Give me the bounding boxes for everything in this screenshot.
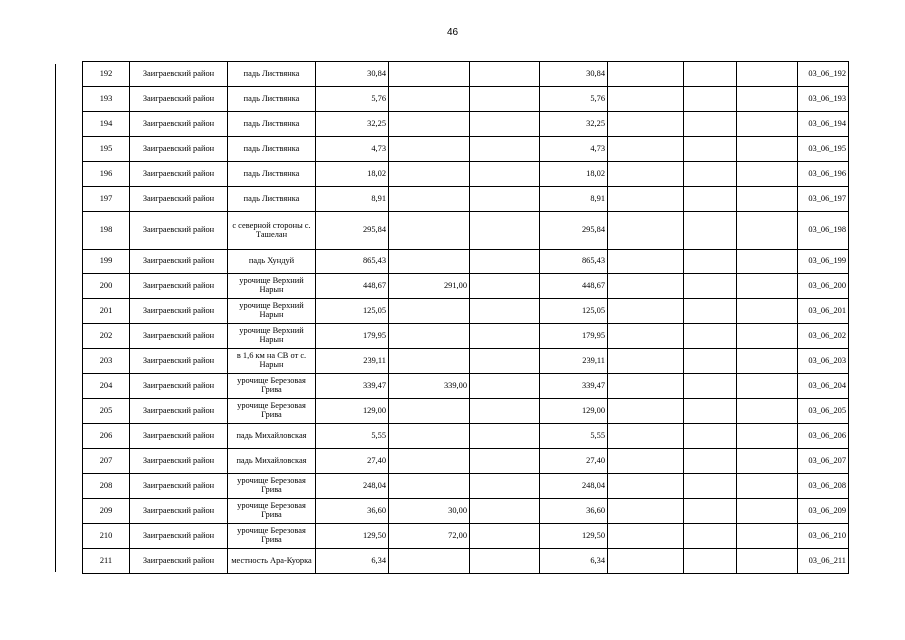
cell-col7: 36,60: [540, 499, 608, 524]
cell-number: 193: [83, 87, 130, 112]
margin-line: [55, 64, 56, 572]
cell-col7: 339,47: [540, 374, 608, 399]
cell-code: 03_06_211: [798, 549, 849, 574]
cell-code: 03_06_193: [798, 87, 849, 112]
cell-col8: [608, 324, 684, 349]
cell-district: Заиграевский район: [130, 250, 228, 274]
cell-col10: [737, 449, 798, 474]
table-row: [83, 137, 849, 162]
cell-col8: [608, 399, 684, 424]
cell-col9: [684, 374, 737, 399]
cell-col7: 295,84: [540, 212, 608, 250]
cell-code: 03_06_201: [798, 299, 849, 324]
cell-district: Заиграевский район: [130, 87, 228, 112]
cell-col10: [737, 549, 798, 574]
cell-location: урочище Березовая Грива: [228, 399, 316, 424]
cell-number: 200: [83, 274, 130, 299]
cell-location: урочище Верхний Нарын: [228, 324, 316, 349]
cell-location: урочище Березовая Грива: [228, 474, 316, 499]
cell-area: 339,47: [316, 374, 389, 399]
cell-col10: [737, 112, 798, 137]
cell-district: Заиграевский район: [130, 274, 228, 299]
cell-col10: [737, 374, 798, 399]
cell-col5: 339,00: [389, 374, 470, 399]
cell-col9: [684, 524, 737, 549]
cell-col8: [608, 549, 684, 574]
cell-number: 207: [83, 449, 130, 474]
cell-location: падь Хундуй: [228, 250, 316, 274]
cell-col9: [684, 349, 737, 374]
cell-code: 03_06_207: [798, 449, 849, 474]
table-row: [83, 524, 849, 549]
cell-col10: [737, 299, 798, 324]
cell-col5: [389, 474, 470, 499]
cell-location: падь Листвянка: [228, 62, 316, 87]
cell-col6: [470, 349, 540, 374]
cell-col7: 32,25: [540, 112, 608, 137]
cell-col9: [684, 162, 737, 187]
cell-col10: [737, 474, 798, 499]
cell-district: Заиграевский район: [130, 162, 228, 187]
cell-number: 206: [83, 424, 130, 449]
cell-col8: [608, 524, 684, 549]
cell-col8: [608, 499, 684, 524]
cell-col5: [389, 162, 470, 187]
cell-col7: 18,02: [540, 162, 608, 187]
table-body: [83, 62, 849, 574]
cell-col5: 72,00: [389, 524, 470, 549]
cell-code: 03_06_210: [798, 524, 849, 549]
cell-col10: [737, 424, 798, 449]
cell-area: 129,50: [316, 524, 389, 549]
cell-col6: [470, 524, 540, 549]
cell-col9: [684, 137, 737, 162]
cell-area: 27,40: [316, 449, 389, 474]
cell-location: с северной стороны с. Ташелан: [228, 212, 316, 250]
cell-col8: [608, 87, 684, 112]
cell-number: 210: [83, 524, 130, 549]
cell-district: Заиграевский район: [130, 374, 228, 399]
cell-col6: [470, 212, 540, 250]
cell-col7: 865,43: [540, 250, 608, 274]
cell-location: в 1,6 км на СВ от с. Нарын: [228, 349, 316, 374]
cell-col10: [737, 62, 798, 87]
cell-col6: [470, 187, 540, 212]
cell-col8: [608, 374, 684, 399]
cell-col8: [608, 250, 684, 274]
cell-district: Заиграевский район: [130, 137, 228, 162]
cell-area: 30,84: [316, 62, 389, 87]
cell-col8: [608, 137, 684, 162]
cell-col9: [684, 274, 737, 299]
cell-col8: [608, 474, 684, 499]
cell-col10: [737, 87, 798, 112]
cell-location: падь Листвянка: [228, 137, 316, 162]
cell-col7: 5,76: [540, 87, 608, 112]
table-row: [83, 474, 849, 499]
table-row: [83, 112, 849, 137]
cell-col8: [608, 187, 684, 212]
cell-col10: [737, 324, 798, 349]
cell-location: местность Ара-Куорка: [228, 549, 316, 574]
cell-number: 201: [83, 299, 130, 324]
cell-col6: [470, 424, 540, 449]
cell-col8: [608, 112, 684, 137]
cell-number: 199: [83, 250, 130, 274]
cell-col9: [684, 250, 737, 274]
cell-col6: [470, 137, 540, 162]
cell-col5: [389, 449, 470, 474]
cell-number: 208: [83, 474, 130, 499]
table-row: [83, 324, 849, 349]
cell-code: 03_06_202: [798, 324, 849, 349]
cell-col8: [608, 349, 684, 374]
cell-col6: [470, 449, 540, 474]
cell-code: 03_06_199: [798, 250, 849, 274]
cell-location: падь Листвянка: [228, 187, 316, 212]
cell-area: 129,00: [316, 399, 389, 424]
cell-number: 197: [83, 187, 130, 212]
cell-code: 03_06_195: [798, 137, 849, 162]
cell-col6: [470, 250, 540, 274]
cell-col7: 179,95: [540, 324, 608, 349]
cell-area: 5,55: [316, 424, 389, 449]
cell-col9: [684, 474, 737, 499]
cell-col6: [470, 499, 540, 524]
cell-col6: [470, 549, 540, 574]
cell-col9: [684, 212, 737, 250]
cell-number: 198: [83, 212, 130, 250]
cell-col8: [608, 449, 684, 474]
cell-location: урочище Березовая Грива: [228, 499, 316, 524]
cell-district: Заиграевский район: [130, 299, 228, 324]
cell-district: Заиграевский район: [130, 499, 228, 524]
cell-code: 03_06_209: [798, 499, 849, 524]
table-row: [83, 274, 849, 299]
cell-area: 4,73: [316, 137, 389, 162]
cell-col6: [470, 324, 540, 349]
cell-number: 211: [83, 549, 130, 574]
cell-col8: [608, 212, 684, 250]
cell-col9: [684, 187, 737, 212]
cell-col7: 4,73: [540, 137, 608, 162]
table-row: [83, 187, 849, 212]
cell-col10: [737, 250, 798, 274]
table-row: [83, 499, 849, 524]
cell-code: 03_06_192: [798, 62, 849, 87]
cell-col10: [737, 274, 798, 299]
cell-col5: [389, 299, 470, 324]
cell-code: 03_06_203: [798, 349, 849, 374]
cell-col10: [737, 499, 798, 524]
cell-location: урочище Верхний Нарын: [228, 299, 316, 324]
cell-number: 209: [83, 499, 130, 524]
cell-col5: [389, 324, 470, 349]
cell-col7: 248,04: [540, 474, 608, 499]
cell-col6: [470, 474, 540, 499]
cell-code: 03_06_200: [798, 274, 849, 299]
cell-col6: [470, 112, 540, 137]
table-row: [83, 424, 849, 449]
cell-code: 03_06_204: [798, 374, 849, 399]
cell-col10: [737, 399, 798, 424]
table-row: [83, 62, 849, 87]
cell-col5: [389, 349, 470, 374]
cell-area: 448,67: [316, 274, 389, 299]
cell-district: Заиграевский район: [130, 399, 228, 424]
cell-col8: [608, 162, 684, 187]
cell-district: Заиграевский район: [130, 424, 228, 449]
cell-number: 194: [83, 112, 130, 137]
cell-area: 248,04: [316, 474, 389, 499]
table-row: [83, 549, 849, 574]
table-row: [83, 299, 849, 324]
cell-col10: [737, 349, 798, 374]
cell-col5: [389, 250, 470, 274]
cell-area: 6,34: [316, 549, 389, 574]
cell-col8: [608, 299, 684, 324]
cell-district: Заиграевский район: [130, 324, 228, 349]
cell-col6: [470, 374, 540, 399]
cell-area: 8,91: [316, 187, 389, 212]
cell-location: падь Михайловская: [228, 424, 316, 449]
cell-col8: [608, 62, 684, 87]
cell-code: 03_06_196: [798, 162, 849, 187]
cell-col6: [470, 274, 540, 299]
cell-col9: [684, 62, 737, 87]
cell-col5: [389, 549, 470, 574]
cell-area: 32,25: [316, 112, 389, 137]
cell-location: урочище Березовая Грива: [228, 524, 316, 549]
cell-col6: [470, 399, 540, 424]
cell-col6: [470, 87, 540, 112]
cell-number: 196: [83, 162, 130, 187]
cell-col7: 5,55: [540, 424, 608, 449]
cell-district: Заиграевский район: [130, 474, 228, 499]
cell-col7: 129,00: [540, 399, 608, 424]
cell-col10: [737, 137, 798, 162]
cell-location: урочище Березовая Грива: [228, 374, 316, 399]
cell-col5: [389, 212, 470, 250]
cell-col10: [737, 524, 798, 549]
cell-col9: [684, 499, 737, 524]
cell-col7: 30,84: [540, 62, 608, 87]
table-row: [83, 399, 849, 424]
cell-location: падь Михайловская: [228, 449, 316, 474]
cell-location: падь Листвянка: [228, 87, 316, 112]
cell-area: 239,11: [316, 349, 389, 374]
cell-col5: [389, 87, 470, 112]
cell-code: 03_06_194: [798, 112, 849, 137]
table-row: [83, 250, 849, 274]
table-row: [83, 87, 849, 112]
cell-code: 03_06_197: [798, 187, 849, 212]
cell-area: 179,95: [316, 324, 389, 349]
land-plots-table: [82, 61, 849, 574]
cell-district: Заиграевский район: [130, 187, 228, 212]
cell-col9: [684, 87, 737, 112]
cell-col10: [737, 187, 798, 212]
cell-district: Заиграевский район: [130, 524, 228, 549]
cell-col9: [684, 449, 737, 474]
table-row: [83, 349, 849, 374]
cell-col8: [608, 274, 684, 299]
page-number: 46: [446, 27, 459, 38]
cell-col8: [608, 424, 684, 449]
cell-col5: 30,00: [389, 499, 470, 524]
cell-area: 18,02: [316, 162, 389, 187]
cell-area: 125,05: [316, 299, 389, 324]
cell-number: 202: [83, 324, 130, 349]
cell-number: 195: [83, 137, 130, 162]
cell-col10: [737, 162, 798, 187]
cell-code: 03_06_198: [798, 212, 849, 250]
cell-district: Заиграевский район: [130, 62, 228, 87]
cell-col9: [684, 112, 737, 137]
cell-col6: [470, 162, 540, 187]
cell-location: падь Листвянка: [228, 112, 316, 137]
cell-col9: [684, 324, 737, 349]
cell-col7: 125,05: [540, 299, 608, 324]
cell-col5: [389, 399, 470, 424]
cell-area: 5,76: [316, 87, 389, 112]
cell-district: Заиграевский район: [130, 449, 228, 474]
cell-col10: [737, 212, 798, 250]
table-row: [83, 212, 849, 250]
cell-col7: 27,40: [540, 449, 608, 474]
cell-col9: [684, 299, 737, 324]
cell-code: 03_06_208: [798, 474, 849, 499]
cell-number: 192: [83, 62, 130, 87]
cell-area: 295,84: [316, 212, 389, 250]
cell-number: 205: [83, 399, 130, 424]
cell-location: урочище Верхний Нарын: [228, 274, 316, 299]
cell-col9: [684, 399, 737, 424]
cell-district: Заиграевский район: [130, 349, 228, 374]
cell-col9: [684, 549, 737, 574]
cell-col5: [389, 62, 470, 87]
cell-col7: 6,34: [540, 549, 608, 574]
cell-col5: 291,00: [389, 274, 470, 299]
cell-col6: [470, 299, 540, 324]
cell-col5: [389, 187, 470, 212]
cell-district: Заиграевский район: [130, 112, 228, 137]
cell-area: 36,60: [316, 499, 389, 524]
table-row: [83, 374, 849, 399]
cell-col7: 239,11: [540, 349, 608, 374]
cell-location: падь Листвянка: [228, 162, 316, 187]
cell-district: Заиграевский район: [130, 549, 228, 574]
cell-col7: 448,67: [540, 274, 608, 299]
cell-col6: [470, 62, 540, 87]
cell-col5: [389, 424, 470, 449]
cell-col7: 8,91: [540, 187, 608, 212]
cell-number: 204: [83, 374, 130, 399]
table-row: [83, 449, 849, 474]
cell-code: 03_06_206: [798, 424, 849, 449]
cell-code: 03_06_205: [798, 399, 849, 424]
cell-col7: 129,50: [540, 524, 608, 549]
cell-number: 203: [83, 349, 130, 374]
cell-district: Заиграевский район: [130, 212, 228, 250]
cell-col5: [389, 112, 470, 137]
cell-col5: [389, 137, 470, 162]
table-row: [83, 162, 849, 187]
cell-col9: [684, 424, 737, 449]
cell-area: 865,43: [316, 250, 389, 274]
